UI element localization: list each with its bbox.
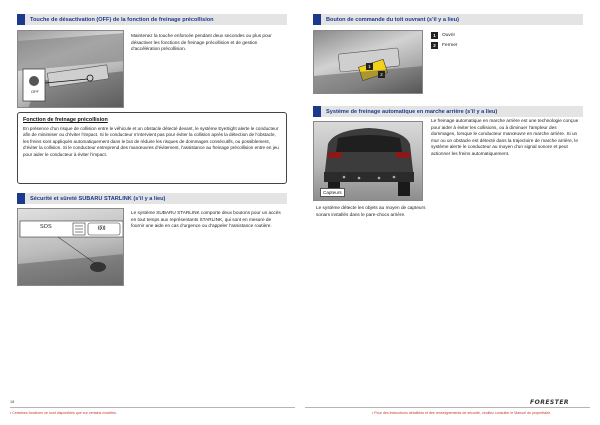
list-item (431, 32, 455, 39)
starlink-description: Le système SUBARU STARLINK comporte deux boutons pour un accès en tout temps aux représentants STARLINK, qui sont en mesure de fournir une aide en cas d’urgence ou d’appeler l’assistance routière. (131, 210, 281, 228)
footnote-right: • Pour des instructions détaillées et des renseignements de sécurité, veuillez consulter le Manuel du propriétaire. (372, 411, 552, 415)
forester-logo: FORESTER (530, 399, 570, 406)
item-label: Fermer (442, 43, 458, 48)
footer-rule-left (10, 407, 295, 408)
sensor-caption: Le système détecte les objets au moyen de capteurs sonars installés dans le pare-chocs arrière. (316, 205, 426, 217)
off-button-description: Maintenez la touche enfoncée pendant deux secondes ou plus pour désactiver les fonctions de freinage précollision et de gestion d’accélération précollision. (131, 33, 272, 51)
sos-button-label: SOS (40, 224, 52, 230)
section-header-starlink (17, 193, 287, 204)
list-item (431, 42, 457, 49)
sunroof-switch-photo (313, 30, 423, 94)
section-title: Touche de désactivation (OFF) de la fonction de freinage précollision (30, 16, 214, 23)
precollision-info-box (17, 112, 287, 184)
section-title: Bouton de commande du toit ouvrant (s’il y a lieu) (326, 16, 460, 23)
section-header-reverse-braking (313, 106, 583, 117)
info-box-title: Fonction de freinage précollision (23, 117, 108, 123)
section-marker (313, 106, 321, 117)
item-number: 1 (431, 32, 438, 39)
callout-1: 1 (366, 63, 373, 70)
section-title: Sécurité et sûreté SUBARU STARLINK (s’il y a lieu) (30, 195, 166, 202)
section-marker (17, 193, 25, 204)
off-button-label: OFF (31, 89, 39, 94)
page-number: 18 (10, 400, 15, 404)
overhead-console-illustration (18, 31, 124, 108)
section-marker (313, 14, 321, 25)
starlink-console-illustration (18, 209, 124, 286)
section-title: Système de freinage automatique en marche arrière (s’il y a lieu) (326, 108, 498, 115)
section-header-sunroof (313, 14, 583, 25)
info-box-body: En présence d’un risque de collision entre le véhicule et un obstacle détecté devant, le système EyeSight alerte le conducteur afin de minimiser ou d’éviter l’impact. Si le conducteur n’intervient pas pour éviter la collision après la détection de l’obstacle, les freins sont appliqués automatiquement dans le but de réduire les risques de dommages consécutifs, ou possiblement, d’éviter la collision. Si le conducteur entreprend des manœuvres d’évitement, l’assistance au freinage précollision entre en jeu pour aider le conducteur à éviter l’impact. (23, 126, 279, 157)
rear-bumper-photo (313, 121, 423, 201)
section-marker (17, 14, 25, 25)
footer-rule-right (305, 407, 590, 408)
off-button-photo (17, 30, 124, 108)
callout-2: 2 (378, 71, 385, 78)
starlink-buttons-photo (17, 208, 124, 286)
reverse-braking-description: Le freinage automatique en marche arrière est une technologie conçue pour aider à éviter les collisions, ou à diminuer l’ampleur des dommages, lorsque le conducteur manœuvre en marche arrière. Si un mur ou un obstacle est détecté dans la trajectoire de marche arrière, le système alerte le conducteur au moyen d’un signal sonore et peut actionner les freins automatiquement. (431, 118, 579, 156)
section-header-off-button (17, 14, 287, 25)
call-button-label: ((i)) (98, 225, 106, 230)
item-number: 2 (431, 42, 438, 49)
footnote-left: • Certaines fonctions ne sont disponibles que sur certains modèles. (10, 411, 117, 415)
sensor-label: Capteurs (320, 188, 345, 197)
item-label: Ouvrir (442, 33, 456, 38)
